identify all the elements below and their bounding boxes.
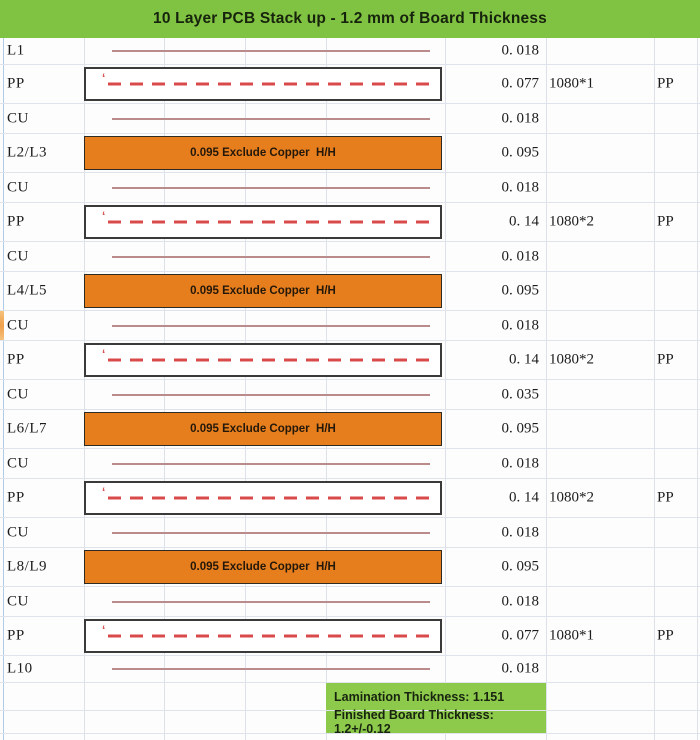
stack-row-l2-l3 bbox=[0, 134, 700, 173]
copper-foil-line bbox=[112, 50, 430, 52]
core-box-label: 0.095 Exclude Copper H/H bbox=[190, 423, 336, 435]
prepreg-box bbox=[84, 343, 442, 377]
prepreg-count: 1080*2 bbox=[549, 213, 594, 230]
prepreg-count: 1080*1 bbox=[549, 75, 594, 92]
core-box-label: 0.095 Exclude Copper H/H bbox=[190, 147, 336, 159]
thickness-value: 0. 095 bbox=[501, 558, 539, 575]
dash-start-mark: ‘ bbox=[102, 209, 106, 223]
stack-row-pp bbox=[0, 203, 700, 242]
finished-thickness-text: Finished Board Thickness: 1.2+/-0.12 bbox=[334, 708, 494, 736]
copper-foil-line bbox=[112, 668, 430, 670]
row-highlight-stripe bbox=[0, 311, 4, 340]
finished-thickness-box bbox=[326, 708, 546, 736]
dash-start-mark: ‘ bbox=[102, 347, 106, 361]
stack-row-l6-l7 bbox=[0, 410, 700, 449]
layer-label: CU bbox=[7, 386, 29, 402]
material-label: PP bbox=[657, 75, 674, 92]
prepreg-dashed-line bbox=[108, 635, 430, 638]
thickness-value: 0. 018 bbox=[501, 524, 539, 540]
material-label: PP bbox=[657, 489, 674, 506]
prepreg-dashed-line bbox=[108, 497, 430, 500]
stack-row-cu bbox=[0, 380, 700, 410]
stack-row-cu bbox=[0, 311, 700, 341]
thickness-value: 0. 14 bbox=[509, 489, 539, 506]
core-box bbox=[84, 412, 442, 446]
core-box bbox=[84, 136, 442, 170]
thickness-value: 0. 14 bbox=[509, 213, 539, 230]
layer-label: CU bbox=[7, 317, 29, 333]
layer-label: CU bbox=[7, 593, 29, 609]
layer-label: L1 bbox=[7, 42, 25, 59]
layer-label: L4/L5 bbox=[7, 282, 47, 299]
core-box bbox=[84, 550, 442, 584]
thickness-value: 0. 018 bbox=[501, 455, 539, 471]
stack-row-cu bbox=[0, 518, 700, 548]
material-label: PP bbox=[657, 213, 674, 230]
copper-foil-line bbox=[112, 532, 430, 534]
layer-label: L8/L9 bbox=[7, 558, 47, 575]
stack-row-pp bbox=[0, 341, 700, 380]
prepreg-dashed-line bbox=[108, 221, 430, 224]
thickness-value: 0. 095 bbox=[501, 420, 539, 437]
thickness-value: 0. 018 bbox=[501, 317, 539, 333]
prepreg-count: 1080*2 bbox=[549, 489, 594, 506]
summary-row bbox=[0, 708, 700, 736]
stack-row-l10 bbox=[0, 656, 700, 683]
dash-start-mark: ‘ bbox=[102, 623, 106, 637]
stack-row-pp bbox=[0, 65, 700, 104]
thickness-value: 0. 018 bbox=[501, 248, 539, 264]
stack-row-pp bbox=[0, 617, 700, 656]
copper-foil-line bbox=[112, 256, 430, 258]
summary-row bbox=[0, 683, 700, 711]
layer-label: PP bbox=[7, 489, 25, 506]
lamination-thickness-box bbox=[326, 683, 546, 710]
thickness-value: 0. 095 bbox=[501, 282, 539, 299]
thickness-value: 0. 14 bbox=[509, 351, 539, 368]
stack-row-cu bbox=[0, 242, 700, 272]
copper-foil-line bbox=[112, 118, 430, 120]
thickness-value: 0. 018 bbox=[501, 42, 539, 59]
dash-start-mark: ‘ bbox=[102, 71, 106, 85]
thickness-value: 0. 077 bbox=[501, 75, 539, 92]
copper-foil-line bbox=[112, 463, 430, 465]
layer-label: L10 bbox=[7, 660, 33, 677]
core-box-label: 0.095 Exclude Copper H/H bbox=[190, 561, 336, 573]
prepreg-count: 1080*2 bbox=[549, 351, 594, 368]
layer-label: PP bbox=[7, 213, 25, 230]
material-label: PP bbox=[657, 627, 674, 644]
prepreg-dashed-line bbox=[108, 83, 430, 86]
page-title: 10 Layer PCB Stack up - 1.2 mm of Board Thickness bbox=[153, 10, 547, 27]
lamination-thickness-text: Lamination Thickness: 1.151 bbox=[334, 689, 505, 704]
layer-label: PP bbox=[7, 627, 25, 644]
prepreg-box bbox=[84, 67, 442, 101]
layer-label: CU bbox=[7, 248, 29, 264]
dash-start-mark: ‘ bbox=[102, 485, 106, 499]
stack-row-cu bbox=[0, 173, 700, 203]
copper-foil-line bbox=[112, 187, 430, 189]
stackup-table bbox=[0, 38, 700, 683]
stack-row-cu bbox=[0, 587, 700, 617]
layer-label: CU bbox=[7, 455, 29, 471]
copper-foil-line bbox=[112, 394, 430, 396]
stack-row-l1 bbox=[0, 38, 700, 65]
thickness-value: 0. 018 bbox=[501, 660, 539, 677]
prepreg-dashed-line bbox=[108, 359, 430, 362]
core-box-label: 0.095 Exclude Copper H/H bbox=[190, 285, 336, 297]
stack-row-l8-l9 bbox=[0, 548, 700, 587]
layer-label: L2/L3 bbox=[7, 144, 47, 161]
layer-label: CU bbox=[7, 110, 29, 126]
layer-label: L6/L7 bbox=[7, 420, 47, 437]
prepreg-box bbox=[84, 205, 442, 239]
material-label: PP bbox=[657, 351, 674, 368]
prepreg-box bbox=[84, 619, 442, 653]
copper-foil-line bbox=[112, 325, 430, 327]
layer-label: PP bbox=[7, 75, 25, 92]
copper-foil-line bbox=[112, 601, 430, 603]
layer-label: CU bbox=[7, 524, 29, 540]
thickness-value: 0. 018 bbox=[501, 110, 539, 126]
stack-row-l4-l5 bbox=[0, 272, 700, 311]
prepreg-box bbox=[84, 481, 442, 515]
prepreg-count: 1080*1 bbox=[549, 627, 594, 644]
thickness-value: 0. 018 bbox=[501, 593, 539, 609]
layer-label: PP bbox=[7, 351, 25, 368]
layer-label: CU bbox=[7, 179, 29, 195]
core-box bbox=[84, 274, 442, 308]
title-bar bbox=[0, 0, 700, 38]
thickness-value: 0. 035 bbox=[501, 386, 539, 402]
thickness-value: 0. 095 bbox=[501, 144, 539, 161]
stack-row-cu bbox=[0, 104, 700, 134]
stack-row-pp bbox=[0, 479, 700, 518]
stack-row-cu bbox=[0, 449, 700, 479]
thickness-value: 0. 077 bbox=[501, 627, 539, 644]
thickness-value: 0. 018 bbox=[501, 179, 539, 195]
